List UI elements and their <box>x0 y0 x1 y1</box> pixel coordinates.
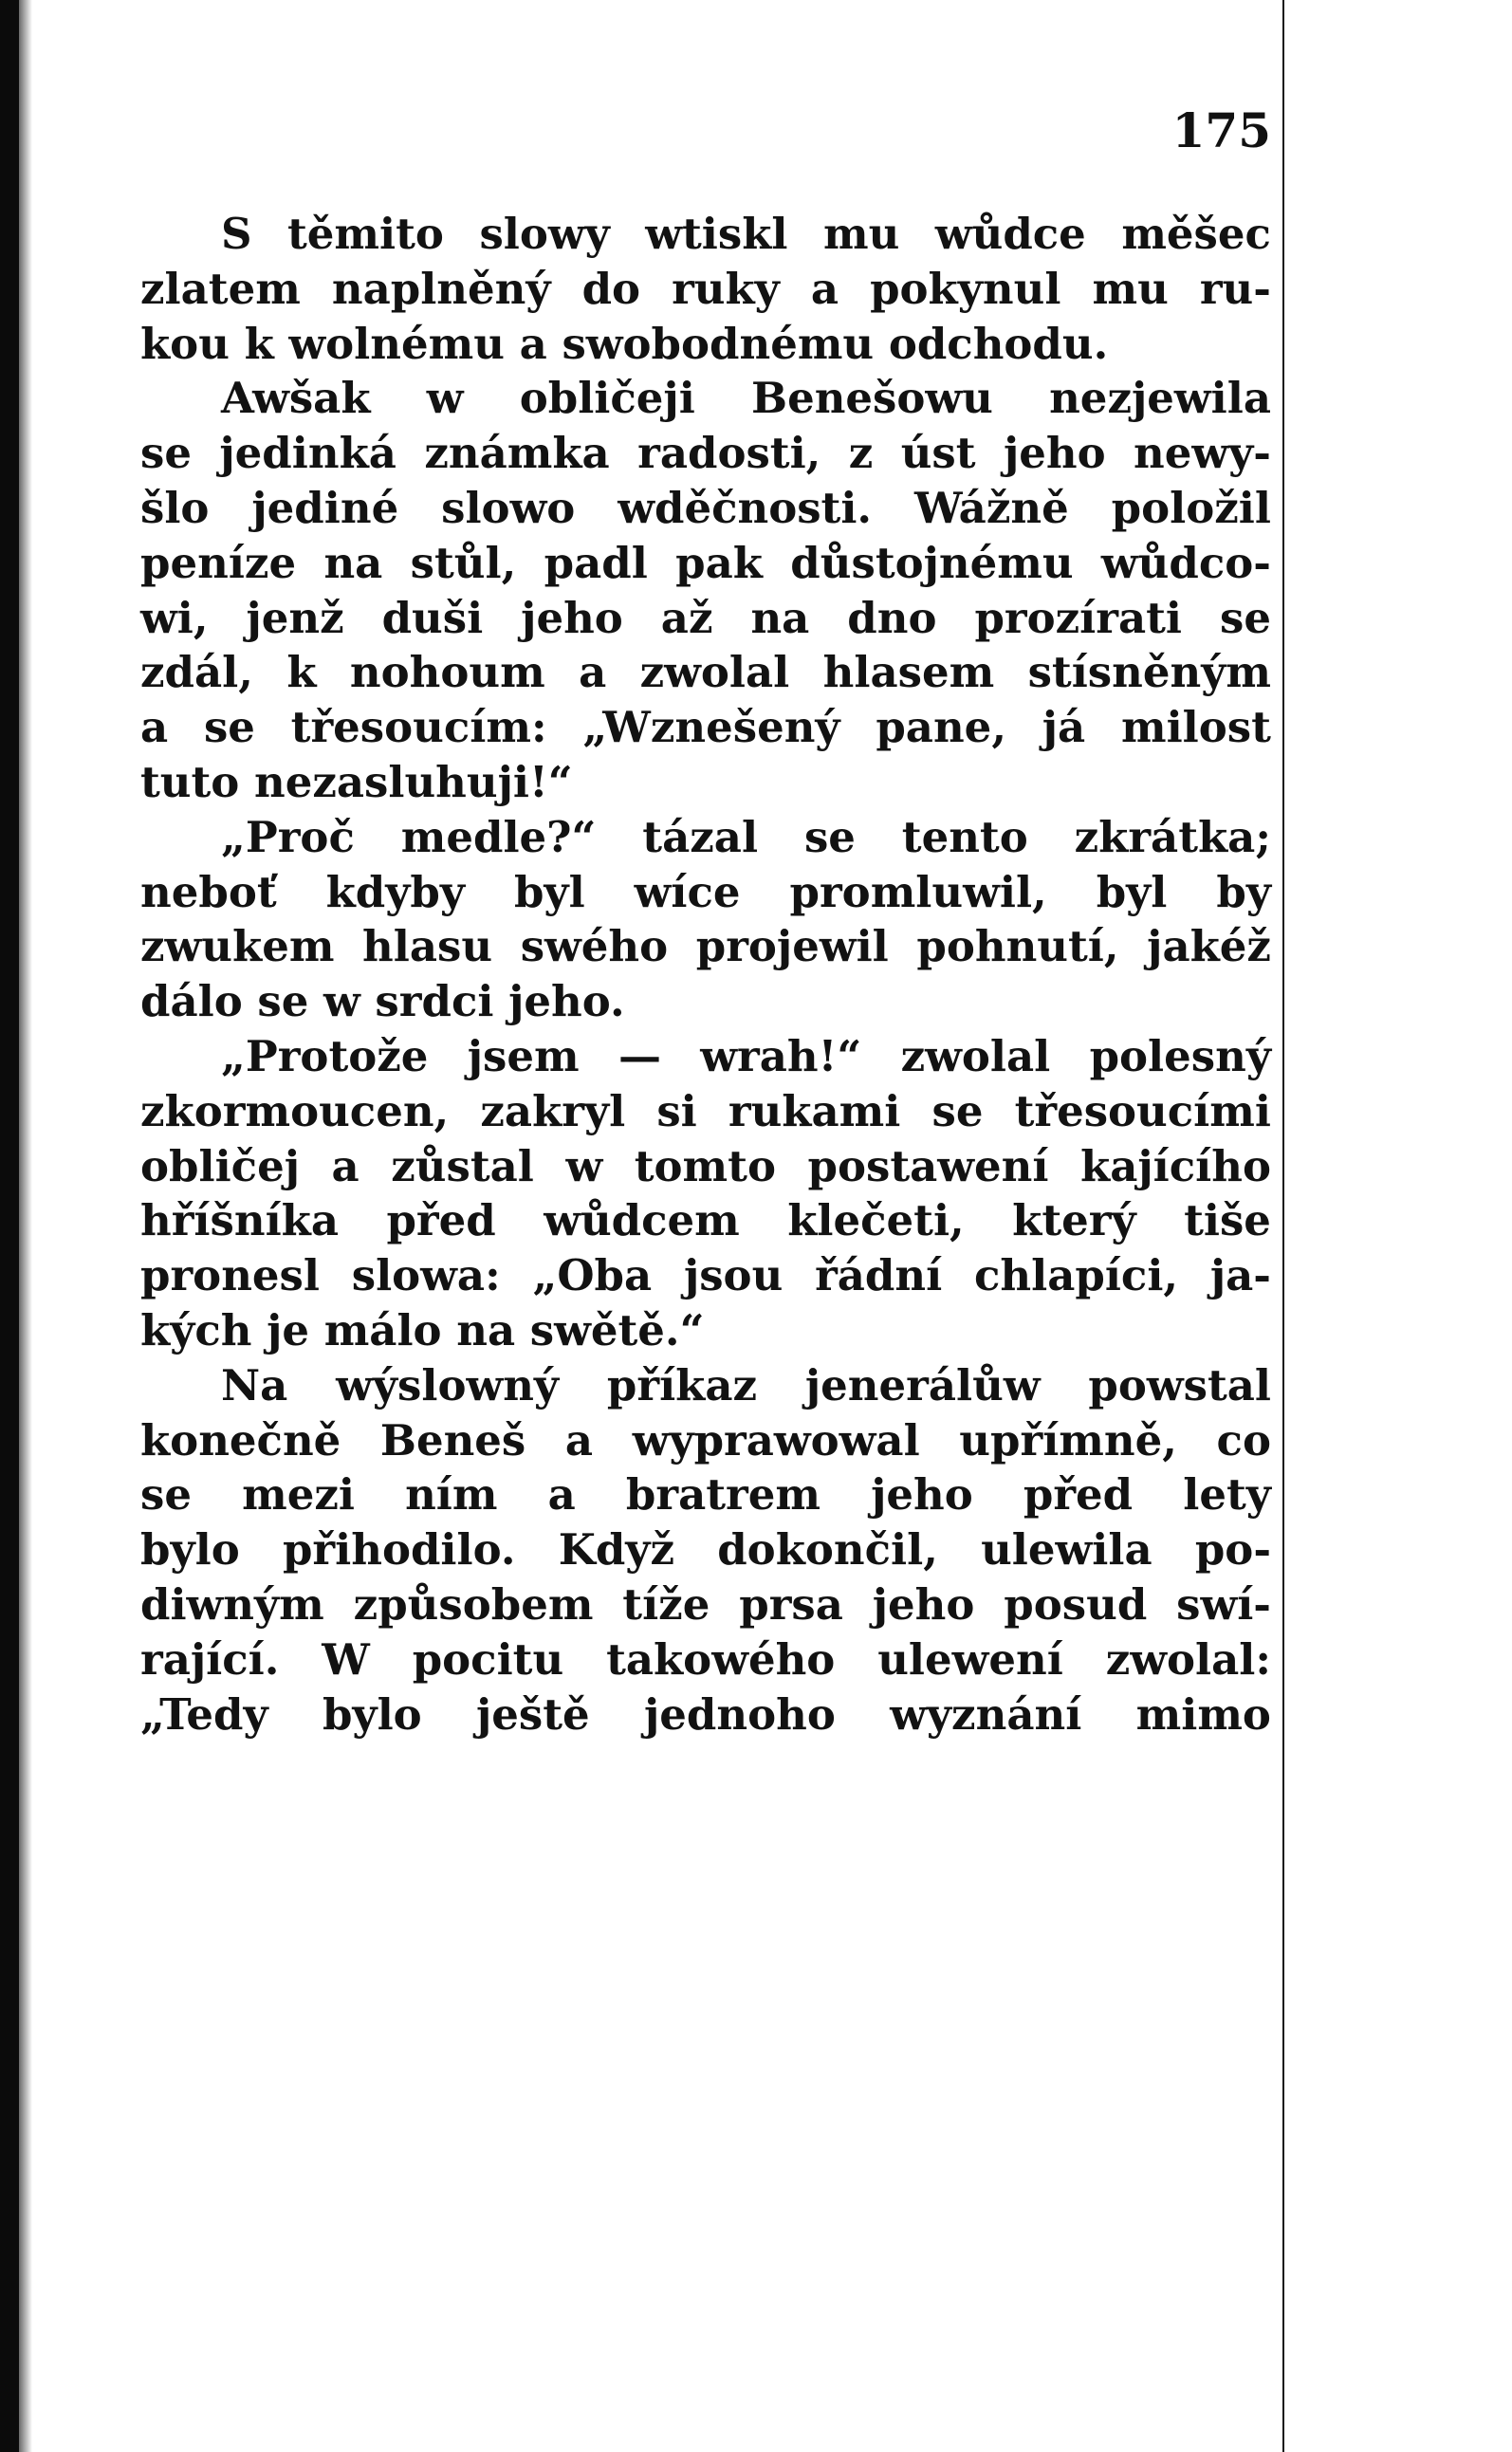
text-line: peníze na stůl, padl pak důstojnému wůdco- <box>140 537 1271 588</box>
text-line: zdál, k nohoum a zwolal hlasem stísněným <box>140 647 1271 698</box>
text-line: Na wýslowný příkaz jenerálůw powstal <box>221 1359 1271 1410</box>
page-margin-right <box>1284 0 1512 2452</box>
text-line: a se třesoucím: „Wznešený pane, já milost <box>140 702 1271 753</box>
text-line: konečně Beneš a wyprawowal upřímně, co <box>140 1414 1271 1466</box>
text-line: se mezi ním a bratrem jeho před lety <box>140 1469 1271 1521</box>
text-line: neboť kdyby byl wíce promluwil, byl by <box>140 866 1271 917</box>
text-line: kých je málo na swětě.“ <box>140 1304 705 1355</box>
text-line: zwukem hlasu swého projewil pohnutí, jakéž <box>140 921 1271 972</box>
text-line: zlatem naplněný do ruky a pokynul mu ru- <box>140 263 1271 314</box>
text-line: dálo se w srdci jeho. <box>140 976 625 1027</box>
text-line: Awšak w obličeji Benešowu nezjewila <box>221 373 1271 424</box>
text-line: zkormoucen, zakryl si rukami se třesoucími <box>140 1085 1271 1136</box>
book-spine-shadow <box>0 0 19 2452</box>
body-text <box>140 207 1271 1742</box>
text-line: hříšníka před wůdcem klečeti, který tiše <box>140 1195 1271 1246</box>
text-line: wi, jenž duši jeho až na dno prozírati se <box>140 592 1271 643</box>
text-line: pronesl slowa: „Oba jsou řádní chlapíci, ja- <box>140 1250 1271 1301</box>
text-line: S těmito slowy wtiskl mu wůdce měšec <box>221 209 1271 259</box>
text-line: rající. W pocitu takowého ulewení zwolal: <box>140 1633 1271 1685</box>
text-line: diwným způsobem tíže prsa jeho posud swí- <box>140 1578 1271 1630</box>
text-line: šlo jediné slowo wděčnosti. Wážně položil <box>140 482 1271 533</box>
text-line: bylo přihodilo. Když dokončil, ulewila po- <box>140 1524 1271 1576</box>
text-line: „Proč medle?“ tázal se tento zkrátka; <box>221 811 1271 862</box>
text-line: „Protože jsem — wrah!“ zwolal polesný <box>221 1030 1271 1081</box>
page-number: 175 <box>1171 102 1271 158</box>
text-line: kou k wolnému a swobodnému odchodu. <box>140 318 1109 369</box>
text-line: „Tedy bylo ještě jednoho wyznání mimo <box>140 1688 1271 1740</box>
text-line: se jedinká známka radosti, z úst jeho newy- <box>140 428 1271 479</box>
gutter-gradient <box>19 0 32 2452</box>
text-line: tuto nezasluhuji!“ <box>140 756 573 807</box>
text-line: obličej a zůstal w tomto postawení kajícího <box>140 1140 1271 1191</box>
